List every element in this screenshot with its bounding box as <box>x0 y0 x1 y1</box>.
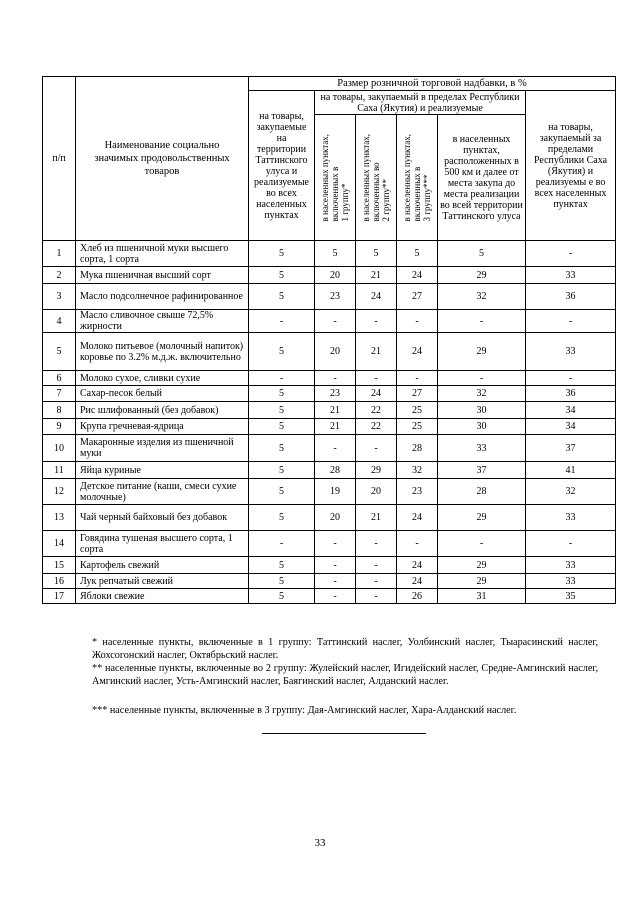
markup-value: 24 <box>397 557 438 574</box>
markup-value: 24 <box>397 574 438 589</box>
row-number: 12 <box>43 479 76 505</box>
product-name: Яблоки свежие <box>76 589 249 604</box>
row-number: 16 <box>43 574 76 589</box>
product-name: Лук репчатый свежий <box>76 574 249 589</box>
product-name: Мука пшеничная высший сорт <box>76 267 249 284</box>
markup-value: 37 <box>526 435 616 462</box>
col-num-header: п/п <box>43 77 76 241</box>
markup-value: 5 <box>249 284 315 310</box>
markup-value: 22 <box>356 419 397 435</box>
markup-value: 20 <box>315 505 356 531</box>
markup-value: 21 <box>315 402 356 419</box>
markup-value: 5 <box>249 333 315 371</box>
markup-value: 31 <box>438 589 526 604</box>
row-number: 10 <box>43 435 76 462</box>
markup-value: 21 <box>356 333 397 371</box>
markup-value: 32 <box>397 462 438 479</box>
product-name: Макаронные изделия из пшеничной муки <box>76 435 249 462</box>
group-2-label: в населенных пунктах, включенных во 2 группу** <box>361 133 391 222</box>
footnote-1: * населенные пункты, включенные в 1 группу: Таттинский наслег, Уолбинский наслег, Тыарасинский наслег, Жохсогонский наслег, Октябрьский наслег. <box>92 637 598 661</box>
markup-value: - <box>526 531 616 557</box>
table-row <box>43 333 616 371</box>
markup-value: 27 <box>397 284 438 310</box>
markup-value: 20 <box>315 267 356 284</box>
markup-value: - <box>315 435 356 462</box>
markup-value: 33 <box>526 574 616 589</box>
markup-value: 19 <box>315 479 356 505</box>
footnote-2: ** населенные пункты, включенные во 2 группу: Жулейский наслег, Игидейский наслег, Средне-Амгинский наслег, Амгинский наслег, Усть-Амгинский наслег, Баягинский наслег, Алданский наслег. <box>92 663 598 687</box>
markup-value: 21 <box>356 505 397 531</box>
markup-value: 25 <box>397 419 438 435</box>
markup-value: 34 <box>526 402 616 419</box>
markup-value: 29 <box>438 574 526 589</box>
table-body <box>43 241 616 604</box>
footnote-3: *** населенные пункты, включенные в 3 группу: Дая-Амгинский наслег, Хара-Алданский наслег. <box>92 705 517 716</box>
markup-value: 22 <box>356 402 397 419</box>
table-row <box>43 371 616 386</box>
markup-value: - <box>315 531 356 557</box>
group-header: Размер розничной торговой надбавки, в % <box>249 77 616 91</box>
markup-value: 41 <box>526 462 616 479</box>
markup-table <box>42 76 616 604</box>
markup-value: 28 <box>315 462 356 479</box>
sub-header-outside: на товары, закупаемый за пределами Республики Саха (Якутия) и реализуемы е во всех населенных пунктах <box>526 91 616 241</box>
markup-value: 29 <box>356 462 397 479</box>
markup-value: - <box>315 310 356 333</box>
group-500km-header: в населенных пунктах, расположенных в 500 км и далее от места закупа до места реализации во всей территории Таттинского улуса <box>438 115 526 241</box>
markup-value: 23 <box>397 479 438 505</box>
markup-value: 28 <box>397 435 438 462</box>
product-name: Детское питание (каши, смеси сухие молочные) <box>76 479 249 505</box>
markup-value: 5 <box>249 574 315 589</box>
markup-value: 27 <box>397 386 438 402</box>
markup-value: - <box>438 310 526 333</box>
markup-value: 23 <box>315 284 356 310</box>
markup-value: 21 <box>356 267 397 284</box>
markup-value: - <box>438 371 526 386</box>
table-row <box>43 589 616 604</box>
row-number: 11 <box>43 462 76 479</box>
markup-value: 33 <box>526 505 616 531</box>
markup-value: 29 <box>438 505 526 531</box>
markup-value: - <box>438 531 526 557</box>
markup-value: 5 <box>315 241 356 267</box>
markup-value: - <box>356 371 397 386</box>
product-name: Крупа гречневая-ядрица <box>76 419 249 435</box>
row-number: 7 <box>43 386 76 402</box>
markup-value: 5 <box>249 589 315 604</box>
col-name-header: Наименование социально значимых продовольственных товаров <box>76 77 249 241</box>
markup-value: 24 <box>356 284 397 310</box>
markup-value: 21 <box>315 419 356 435</box>
markup-value: 5 <box>397 241 438 267</box>
group-2-header <box>356 115 397 241</box>
row-number: 3 <box>43 284 76 310</box>
table-row <box>43 435 616 462</box>
row-number: 1 <box>43 241 76 267</box>
table-row <box>43 284 616 310</box>
markup-value: - <box>315 371 356 386</box>
markup-value: 33 <box>526 557 616 574</box>
markup-value: 24 <box>356 386 397 402</box>
markup-value: - <box>356 557 397 574</box>
product-name: Картофель свежий <box>76 557 249 574</box>
table-row <box>43 531 616 557</box>
table-row <box>43 402 616 419</box>
markup-value: - <box>397 310 438 333</box>
row-number: 5 <box>43 333 76 371</box>
markup-value: 5 <box>249 557 315 574</box>
table-row <box>43 386 616 402</box>
markup-value: - <box>249 310 315 333</box>
markup-value: 32 <box>438 386 526 402</box>
row-number: 2 <box>43 267 76 284</box>
markup-value: 5 <box>249 267 315 284</box>
markup-value: 24 <box>397 267 438 284</box>
markup-value: 23 <box>315 386 356 402</box>
markup-value: 34 <box>526 419 616 435</box>
markup-value: 24 <box>397 505 438 531</box>
group-3-label: в населенных пунктах, включенных в 3 группу*** <box>402 133 432 222</box>
markup-value: - <box>356 435 397 462</box>
markup-value: - <box>249 371 315 386</box>
sub-header-local: на товары, закупаемые на территории Таттинского улуса и реализуемые во всех населенных пунктах <box>249 91 315 241</box>
table-row <box>43 310 616 333</box>
product-name: Масло подсолнечное рафинированное <box>76 284 249 310</box>
markup-value: 30 <box>438 402 526 419</box>
markup-value: 5 <box>249 386 315 402</box>
markup-value: 33 <box>438 435 526 462</box>
row-number: 6 <box>43 371 76 386</box>
markup-value: 37 <box>438 462 526 479</box>
footnote-rule <box>262 733 426 734</box>
table-row <box>43 462 616 479</box>
group-1-header <box>315 115 356 241</box>
markup-value: - <box>249 531 315 557</box>
markup-value: 20 <box>356 479 397 505</box>
markup-value: - <box>315 574 356 589</box>
table-row <box>43 505 616 531</box>
markup-value: 32 <box>438 284 526 310</box>
row-number: 17 <box>43 589 76 604</box>
markup-value: 25 <box>397 402 438 419</box>
table-row <box>43 479 616 505</box>
markup-value: 29 <box>438 333 526 371</box>
markup-value: 33 <box>526 333 616 371</box>
table-row <box>43 574 616 589</box>
markup-value: - <box>356 589 397 604</box>
markup-value: - <box>526 310 616 333</box>
markup-value: 32 <box>526 479 616 505</box>
markup-value: 20 <box>315 333 356 371</box>
table-row <box>43 241 616 267</box>
markup-value: - <box>315 589 356 604</box>
markup-value: 5 <box>249 462 315 479</box>
product-name: Говядина тушеная высшего сорта, 1 сорта <box>76 531 249 557</box>
row-number: 8 <box>43 402 76 419</box>
table-row <box>43 557 616 574</box>
markup-value: 5 <box>249 479 315 505</box>
markup-value: 30 <box>438 419 526 435</box>
table-row <box>43 267 616 284</box>
product-name: Яйца куриные <box>76 462 249 479</box>
markup-value: - <box>526 241 616 267</box>
markup-value: 5 <box>249 402 315 419</box>
markup-value: 5 <box>356 241 397 267</box>
row-number: 4 <box>43 310 76 333</box>
markup-value: - <box>526 371 616 386</box>
markup-value: 29 <box>438 267 526 284</box>
markup-value: 5 <box>249 241 315 267</box>
sub-header-yakutia: на товары, закупаемый в пределах Республики Саха (Якутия) и реализуемые <box>315 91 526 115</box>
row-number: 14 <box>43 531 76 557</box>
markup-value: - <box>356 574 397 589</box>
product-name: Сахар-песок белый <box>76 386 249 402</box>
group-1-label: в населенных пунктах, включенных в 1 группу* <box>320 133 350 222</box>
product-name: Чай черный байховый без добавок <box>76 505 249 531</box>
page-number: 33 <box>314 837 326 849</box>
markup-value: 29 <box>438 557 526 574</box>
row-number: 15 <box>43 557 76 574</box>
product-name: Молоко питьевое (молочный напиток) коровье по 3.2% м.д.ж. включительно <box>76 333 249 371</box>
markup-value: 26 <box>397 589 438 604</box>
markup-value: 33 <box>526 267 616 284</box>
markup-value: - <box>397 531 438 557</box>
product-name: Масло сливочное свыше 72,5% жирности <box>76 310 249 333</box>
markup-value: 35 <box>526 589 616 604</box>
row-number: 9 <box>43 419 76 435</box>
markup-value: - <box>397 371 438 386</box>
table-row <box>43 419 616 435</box>
product-name: Молоко сухое, сливки сухие <box>76 371 249 386</box>
group-3-header <box>397 115 438 241</box>
markup-value: 5 <box>249 419 315 435</box>
markup-value: 5 <box>249 505 315 531</box>
markup-value: 24 <box>397 333 438 371</box>
markup-value: - <box>356 531 397 557</box>
markup-value: 5 <box>249 435 315 462</box>
product-name: Рис шлифованный (без добавок) <box>76 402 249 419</box>
markup-value: 36 <box>526 284 616 310</box>
markup-value: 5 <box>438 241 526 267</box>
product-name: Хлеб из пшеничной муки высшего сорта, 1 сорта <box>76 241 249 267</box>
markup-value: - <box>315 557 356 574</box>
row-number: 13 <box>43 505 76 531</box>
markup-value: 28 <box>438 479 526 505</box>
markup-value: 36 <box>526 386 616 402</box>
markup-value: - <box>356 310 397 333</box>
